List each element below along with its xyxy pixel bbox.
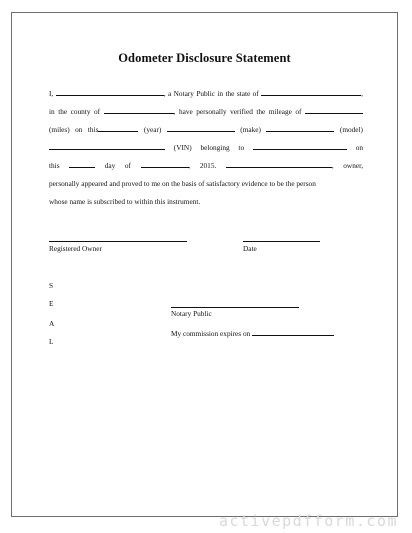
document-page <box>11 12 398 517</box>
commission-expires-label: My commission expires on <box>171 329 334 338</box>
paragraph-line-4: (VIN) belonging to on <box>49 143 363 152</box>
paragraph-line-5: this day of , 2015. , owner, <box>49 161 364 170</box>
model-field[interactable] <box>266 125 334 132</box>
seal-letter-s: S <box>49 281 54 290</box>
paragraph-line-1: I, , a Notary Public in the state of , <box>49 89 363 98</box>
commission-expiry-field[interactable] <box>252 329 334 336</box>
registered-owner-signature-line[interactable] <box>49 241 187 242</box>
county-field[interactable] <box>104 107 174 114</box>
seal-letter-a: A <box>49 319 55 328</box>
notary-signature-line[interactable] <box>171 307 299 308</box>
seal-letter-e: E <box>49 299 54 308</box>
watermark: activepdfform.com <box>218 512 398 530</box>
notary-public-label: Notary Public <box>171 309 212 318</box>
year-field[interactable] <box>98 125 138 132</box>
vin-field[interactable] <box>49 143 165 150</box>
belonging-to-field[interactable] <box>253 143 347 150</box>
paragraph-line-3: (miles) on this (year) (make) (model) <box>49 125 363 134</box>
mileage-field[interactable] <box>305 107 363 114</box>
paragraph-line-6: personally appeared and proved to me on the basis of satisfactory evidence to be the person <box>49 179 316 188</box>
paragraph-line-7: whose name is subscribed to within this instrument. <box>49 197 201 206</box>
state-field[interactable] <box>261 89 361 96</box>
document-title: Odometer Disclosure Statement <box>118 51 291 65</box>
day-field[interactable] <box>69 161 95 168</box>
date-label: Date <box>243 244 257 253</box>
date-signature-line[interactable] <box>243 241 320 242</box>
owner-name-field[interactable] <box>226 161 332 168</box>
month-field[interactable] <box>141 161 189 168</box>
notary-name-field[interactable] <box>56 89 164 96</box>
registered-owner-label: Registered Owner <box>49 244 102 253</box>
paragraph-line-2: in the county of , have personally verified the mileage of <box>49 107 363 116</box>
seal-letter-l: L <box>49 337 54 346</box>
make-field[interactable] <box>167 125 235 132</box>
